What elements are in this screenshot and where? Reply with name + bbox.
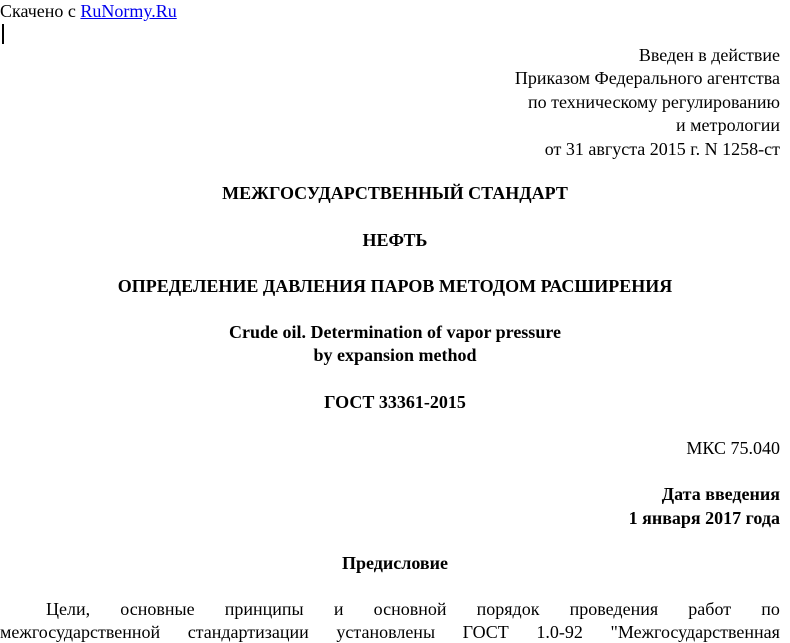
standard-type-heading: МЕЖГОСУДАРСТВЕННЫЙ СТАНДАРТ: [222, 183, 568, 203]
foreword-paragraph-line-1: [46, 598, 780, 620]
adoption-line-2: Приказом Федерального агентства: [514, 68, 780, 88]
standard-designation: ГОСТ 33361-2015: [324, 392, 466, 412]
mks-code: МКС 75.040: [686, 438, 780, 458]
word: проведения: [569, 599, 659, 619]
text-cursor: [2, 24, 4, 44]
word: "Межгосударственная: [610, 622, 780, 642]
intro-date-value: 1 января 2017 года: [628, 508, 780, 528]
subject-heading: НЕФТЬ: [362, 230, 428, 250]
adoption-line-3: по техническому регулированию: [527, 92, 780, 112]
word: стандартизации: [187, 622, 309, 642]
word: и: [333, 599, 344, 619]
russian-title: ОПРЕДЕЛЕНИЕ ДАВЛЕНИЯ ПАРОВ МЕТОДОМ РАСШИРЕНИЯ: [117, 276, 673, 296]
intro-date-label: Дата введения: [661, 484, 780, 504]
word: ГОСТ: [462, 622, 509, 642]
word: основной: [373, 599, 447, 619]
adoption-line-4: и метрологии: [676, 115, 780, 135]
adoption-line-5: от 31 августа 2015 г. N 1258-ст: [544, 139, 780, 159]
word: 1.0-92: [536, 622, 583, 642]
word: установлены: [336, 622, 436, 642]
foreword-heading: Предисловие: [342, 553, 448, 573]
adoption-line-1: Введен в действие: [638, 45, 780, 65]
word: порядок: [476, 599, 540, 619]
english-title-line-2: by expansion method: [313, 345, 477, 365]
word: работ: [688, 599, 732, 619]
source-link[interactable]: RuNormy.Ru: [80, 1, 177, 21]
source-prefix: Скачено с: [0, 1, 81, 21]
word: основные: [120, 599, 195, 619]
word: Цели,: [46, 599, 91, 619]
source-line: [0, 0, 177, 22]
word: по: [761, 599, 780, 619]
word: межгосударственной: [0, 622, 161, 642]
word: принципы: [224, 599, 304, 619]
english-title-line-1: Crude oil. Determination of vapor pressure: [229, 322, 561, 342]
